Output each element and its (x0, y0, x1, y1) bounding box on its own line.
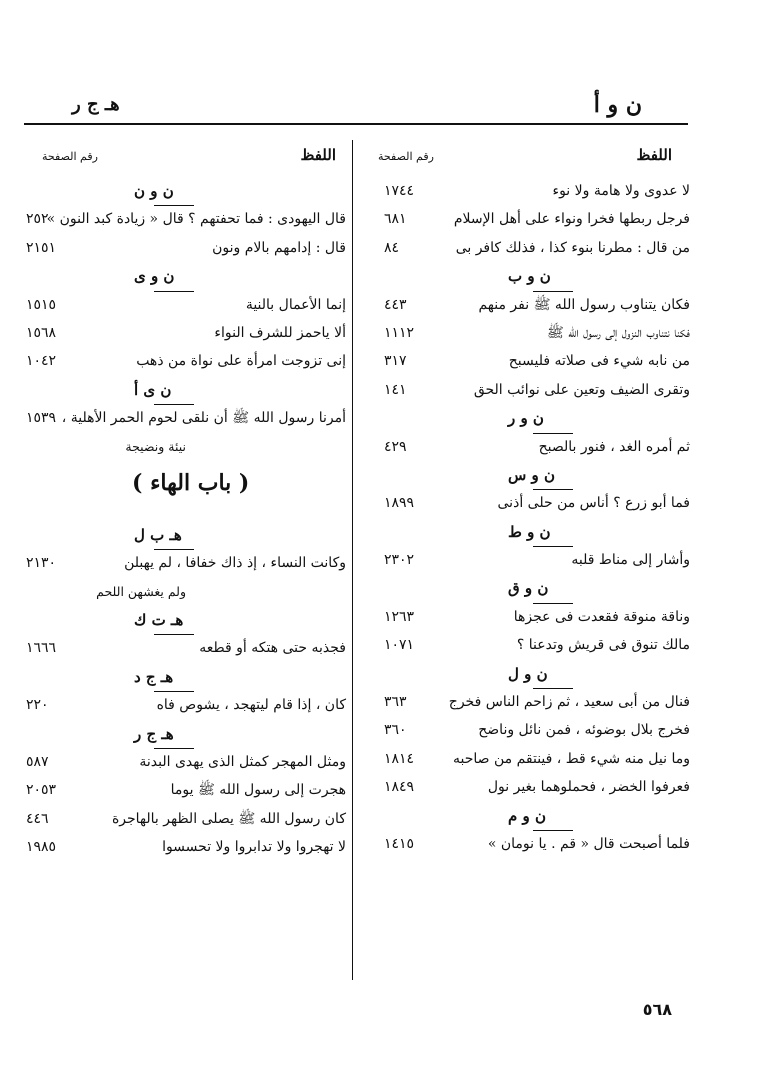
entry-page-number: ٢٢٠ (26, 697, 49, 714)
index-entry (378, 206, 690, 234)
entry-page-number: ٤٤٦ (26, 810, 49, 827)
entry-text: ومثل المهجر كمثل الذى يهدى البدنة (139, 754, 346, 771)
entry-text: ولم يغشهن اللحم (96, 583, 186, 599)
entry-page-number: ١٧٤٤ (384, 183, 415, 199)
entry-page-number: ٢٣٠٢ (384, 552, 415, 569)
entry-text: هجرت إلى رسول الله ﷺ يوما (170, 782, 346, 799)
entry-text: ألا ياحمز للشرف النواء (214, 324, 346, 341)
entry-page-number: ١٤١٥ (384, 835, 415, 852)
index-entry (378, 320, 690, 348)
root-letters: ن و ط (508, 522, 551, 541)
root-heading (24, 607, 346, 635)
entry-text: فعرفوا الخضر ، فحملوهما بغير نول (487, 779, 690, 796)
entry-text: من نابه شيء فى صلاته فليسبح (508, 353, 690, 370)
index-entry (24, 749, 346, 777)
entry-page-number: ٢١٣٠ (26, 555, 57, 572)
entry-page-number: ١٠٤٢ (26, 353, 57, 370)
index-entry (378, 235, 690, 263)
root-heading (378, 803, 690, 831)
entry-text: فخرج بلال بوضوئه ، فمن نائل وناضح (478, 722, 690, 739)
entry-text: إنما الأعمال بالنية (245, 296, 346, 313)
index-entry (378, 689, 690, 717)
entry-text: وناقة منوقة فقعدت فى عجزها (513, 608, 690, 625)
entry-text: من قال : مطرنا بنوء كذا ، فذلك كافر بى (455, 239, 690, 256)
index-entry (378, 377, 690, 405)
entry-text: لا عدوى ولا هامة ولا نوء (552, 183, 690, 199)
entry-text: فكان يتناوب رسول الله ﷺ نفر منهم (478, 296, 690, 313)
index-entry (24, 579, 346, 607)
index-entry (378, 348, 690, 376)
index-entry (24, 434, 346, 462)
index-entry (378, 292, 690, 320)
index-entry (378, 178, 690, 206)
running-head-left: هـ ج ر (72, 94, 120, 115)
index-entry (24, 348, 346, 376)
index-entry (378, 490, 690, 518)
root-heading (378, 661, 690, 689)
entry-page-number: ٢٥٢ (26, 211, 49, 228)
right-column (378, 140, 690, 980)
index-entry (378, 632, 690, 660)
entry-page-number: ٢١٥١ (26, 239, 57, 256)
root-letters: ن و ن (134, 182, 174, 200)
word-label: اللفظ (300, 146, 336, 164)
entry-text: فكنا نتناوب النزول إلى رسول الله ﷺ (546, 324, 690, 341)
root-letters: ن و ق (508, 579, 549, 598)
page-number: ٥٦٨ (642, 1000, 672, 1019)
index-entry (378, 434, 690, 462)
index-entry (378, 774, 690, 802)
entry-page-number: ٤٢٩ (384, 438, 407, 455)
entry-page-number: ١٢٦٣ (384, 608, 415, 625)
entry-text: لا تهجروا ولا تدابروا ولا تحسسوا (162, 839, 346, 856)
entry-text: أمرنا رسول الله ﷺ أن نلقى لحوم الحمر الأهلية ، (61, 410, 346, 427)
root-letters: ن و ل (508, 664, 548, 683)
root-heading (378, 575, 690, 603)
index-entry (24, 806, 346, 834)
running-head-right: ن و أ (593, 92, 642, 118)
root-letters: ن ى أ (134, 380, 172, 399)
root-heading (24, 263, 346, 291)
entry-page-number: ٣٦٣ (384, 694, 407, 711)
entry-text: قال : إدامهم بالام ونون (212, 239, 346, 256)
root-heading (24, 522, 346, 550)
entry-text: مالك تنوق فى قريش وتدعنا ؟ (516, 637, 690, 654)
entry-text: ثم أمره الغد ، فنور بالصبح (538, 438, 690, 455)
page-label: رقم الصفحة (42, 150, 98, 163)
index-entry (24, 777, 346, 805)
entry-page-number: ٦٨١ (384, 211, 407, 228)
entry-text: كان ، إذا قام ليتهجد ، يشوص فاه (156, 697, 346, 714)
index-entry (24, 834, 346, 862)
entry-page-number: ١٩٨٥ (26, 839, 57, 856)
index-entry (24, 405, 346, 433)
entry-text: وتقرى الضيف وتعين على نوائب الحق (473, 381, 690, 398)
index-entry (24, 292, 346, 320)
entry-page-number: ١٨٩٩ (384, 495, 415, 512)
root-letters: هـ ج د (134, 667, 174, 686)
root-letters: هـ ت ك (134, 611, 184, 630)
left-column (24, 140, 346, 980)
entry-text: فما أبو زرع ؟ أناس من حلى أذنى (497, 495, 690, 512)
entry-page-number: ١٤١ (384, 381, 407, 398)
entry-page-number: ١٥٦٨ (26, 324, 57, 341)
entry-text: نيئة ونضيجة (125, 438, 186, 454)
entry-text: وكانت النساء ، إذ ذاك خفافا ، لم يهبلن (124, 555, 346, 572)
page-label: رقم الصفحة (378, 150, 434, 163)
index-entry (24, 206, 346, 234)
entry-text: وما نيل منه شيء قط ، فينتقم من صاحبه (452, 750, 690, 767)
root-letters: هـ ج ر (134, 724, 174, 743)
column-header (378, 140, 690, 178)
root-letters: ن و ب (508, 267, 551, 286)
entry-page-number: ١٥٣٩ (26, 410, 57, 427)
index-entry (24, 550, 346, 578)
entry-page-number: ٤٤٣ (384, 296, 407, 313)
root-letters: ن و ى (134, 267, 175, 286)
entry-text: فجذبه حتى هتكه أو قطعه (199, 640, 346, 657)
word-label: اللفظ (636, 146, 672, 164)
index-entry (24, 320, 346, 348)
entry-text: إنى تزوجت امرأة على نواة من ذهب (136, 353, 346, 370)
index-entry (378, 831, 690, 859)
root-heading (378, 405, 690, 433)
index-entry (378, 746, 690, 774)
column-header (24, 140, 346, 178)
root-heading (378, 519, 690, 547)
entry-page-number: ٢٠٥٣ (26, 782, 57, 799)
entry-text: وأشار إلى مناط قلبه (571, 552, 690, 569)
entry-text: فرجل ربطها فخرا ونواء على أهل الإسلام (453, 211, 690, 228)
index-entry (378, 717, 690, 745)
entry-page-number: ١٦٦٦ (26, 640, 57, 657)
header-rule (24, 123, 688, 125)
entry-text: كان رسول الله ﷺ يصلى الظهر بالهاجرة (111, 810, 346, 827)
index-entry (378, 604, 690, 632)
entry-page-number: ٣٦٠ (384, 722, 407, 739)
index-entry (24, 692, 346, 720)
entry-text: قال اليهودى : فما تحفتهم ؟ قال « زيادة كبد النون » (46, 211, 346, 228)
root-heading (24, 377, 346, 405)
entry-text: فنال من أبى سعيد ، ثم زاحم الناس فخرج (448, 694, 690, 711)
root-heading (378, 263, 690, 291)
entry-page-number: ٥٨٧ (26, 754, 49, 771)
page-header (72, 92, 642, 122)
root-heading (24, 178, 346, 206)
entry-page-number: ٣١٧ (384, 353, 407, 370)
root-letters: ن و ر (508, 409, 544, 428)
entry-page-number: ١٨١٤ (384, 750, 415, 767)
root-heading (24, 721, 346, 749)
index-entry (24, 635, 346, 663)
root-heading (24, 664, 346, 692)
root-heading (378, 462, 690, 490)
entry-page-number: ١١١٢ (384, 324, 415, 341)
section-title: ( باب الهاء ) (132, 469, 250, 496)
root-letters: ن و م (508, 806, 546, 825)
entry-page-number: ٨٤ (384, 239, 400, 256)
section-title-row (24, 462, 346, 522)
column-divider (352, 140, 353, 980)
index-entry (24, 235, 346, 263)
entry-page-number: ١٨٤٩ (384, 779, 415, 796)
entry-page-number: ١٠٧١ (384, 637, 415, 654)
entry-text: فلما أصبحت قال « قم . يا نومان » (487, 835, 690, 852)
root-letters: ن و س (508, 465, 556, 484)
root-letters: هـ ب ل (134, 525, 182, 544)
entry-page-number: ١٥١٥ (26, 296, 57, 313)
index-entry (378, 547, 690, 575)
